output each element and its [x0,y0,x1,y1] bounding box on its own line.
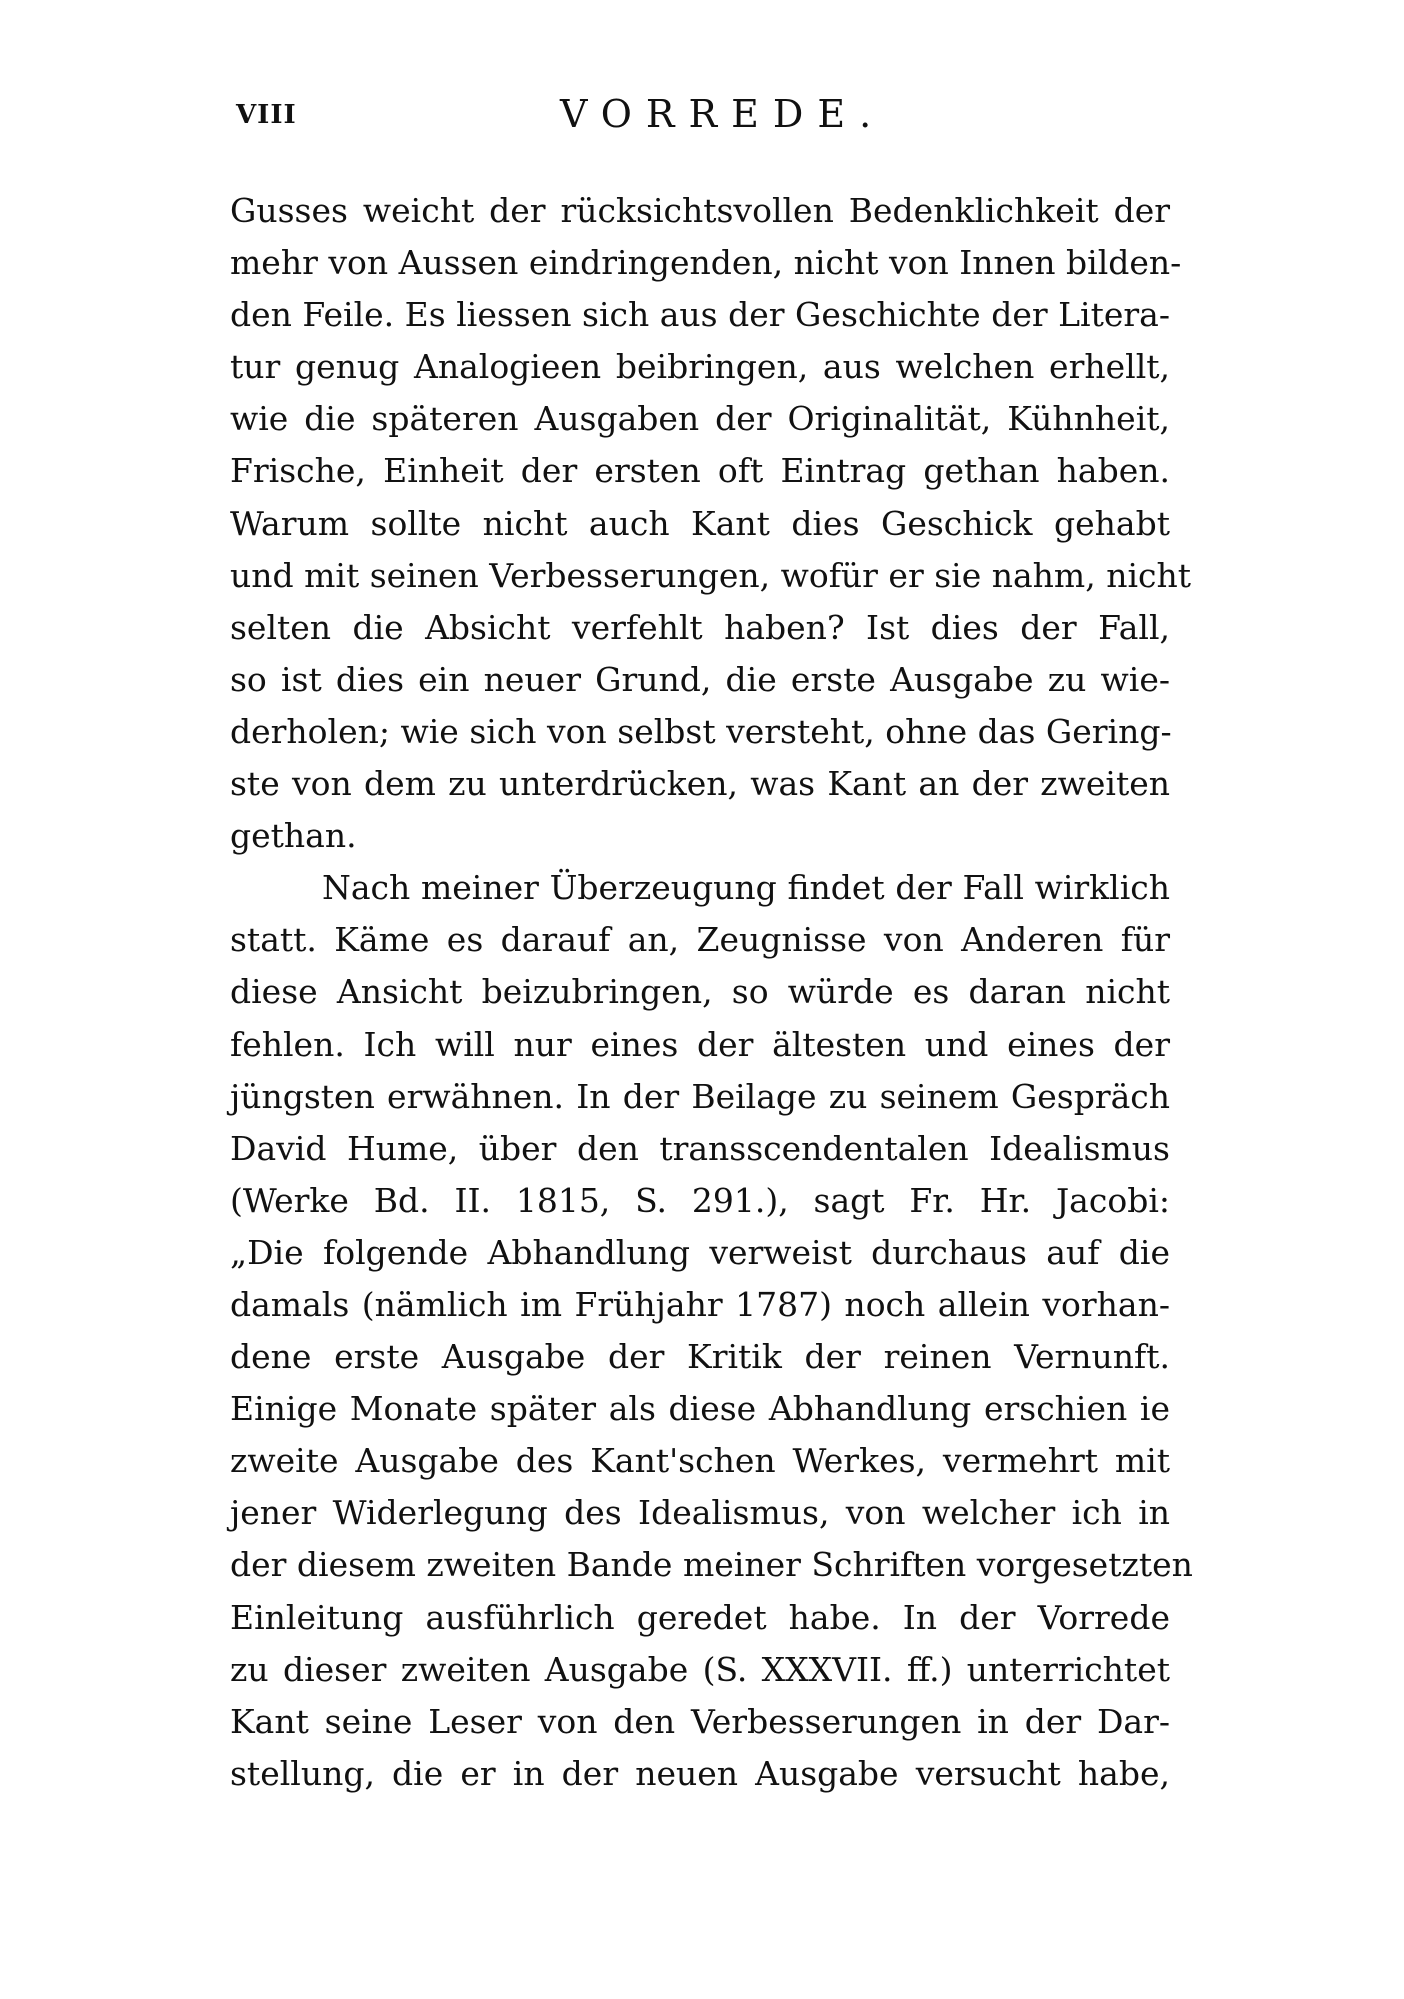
text-line: zweite Ausgabe des Kant'schen Werkes, vermehrt mit [230,1441,1170,1481]
text-line: und mit seinen Verbesserungen, wofür er sie nahm, nicht [230,555,1191,595]
text-line: (Werke Bd. II. 1815, S. 291.), sagt Fr. Hr. Jacobi: [230,1180,1170,1220]
text-line: Einige Monate später als diese Abhandlung erschien ie [230,1389,1170,1429]
text-line: so ist dies ein neuer Grund, die erste Ausgabe zu wie- [230,659,1170,699]
text-line: Kant seine Leser von den Verbesserungen in der Dar- [230,1701,1170,1741]
text-line: Warum sollte nicht auch Kant dies Geschick gehabt [230,503,1170,543]
page-number: VIII [236,100,297,130]
text-line: statt. Käme es darauf an, Zeugnisse von Anderen für [230,920,1170,960]
text-line: selten die Absicht verfehlt haben? Ist dies der Fall, [230,607,1170,647]
text-line: David Hume, über den transscendentalen Idealismus [230,1128,1170,1168]
text-line: jener Widerlegung des Idealismus, von welcher ich in [230,1493,1170,1533]
text-line: Einleitung ausführlich geredet habe. In der Vorrede [230,1597,1170,1637]
text-line: jüngsten erwähnen. In der Beilage zu seinem Gespräch [230,1076,1170,1116]
text-line: tur genug Analogieen beibringen, aus welchen erhellt, [230,347,1170,387]
text-line: zu dieser zweiten Ausgabe (S. XXXVII. ff.) unterrichtet [230,1649,1170,1689]
text-line: „Die folgende Abhandlung verweist durchaus auf die [230,1232,1170,1272]
text-line: derholen; wie sich von selbst versteht, ohne das Gering- [230,711,1172,751]
paragraph-end-line: gethan. [230,816,357,856]
running-head-title: VORREDE. [560,92,886,136]
text-line: dene erste Ausgabe der Kritik der reinen Vernunft. [230,1337,1170,1377]
text-line: mehr von Aussen eindringenden, nicht von Innen bilden- [230,243,1182,283]
text-line: wie die späteren Ausgaben der Originalität, Kühnheit, [230,399,1170,439]
text-line: damals (nämlich im Frühjahr 1787) noch allein vorhan- [230,1284,1170,1324]
text-line: Frische, Einheit der ersten oft Eintrag gethan haben. [230,451,1170,491]
body-text [230,185,1193,1800]
paragraph-start-line: Nach meiner Überzeugung findet der Fall wirklich [322,868,1170,908]
text-line: ste von dem zu unterdrücken, was Kant an der zweiten [230,764,1170,804]
text-line: Gusses weicht der rücksichtsvollen Bedenklichkeit der [230,191,1170,230]
text-line: den Feile. Es liessen sich aus der Geschichte der Litera- [230,295,1170,335]
text-line: fehlen. Ich will nur eines der ältesten und eines der [230,1024,1170,1064]
text-line: der diesem zweiten Bande meiner Schriften vorgesetzten [230,1545,1193,1585]
text-line: diese Ansicht beizubringen, so würde es daran nicht [230,972,1170,1012]
text-line: stellung, die er in der neuen Ausgabe versucht habe, [230,1753,1170,1793]
